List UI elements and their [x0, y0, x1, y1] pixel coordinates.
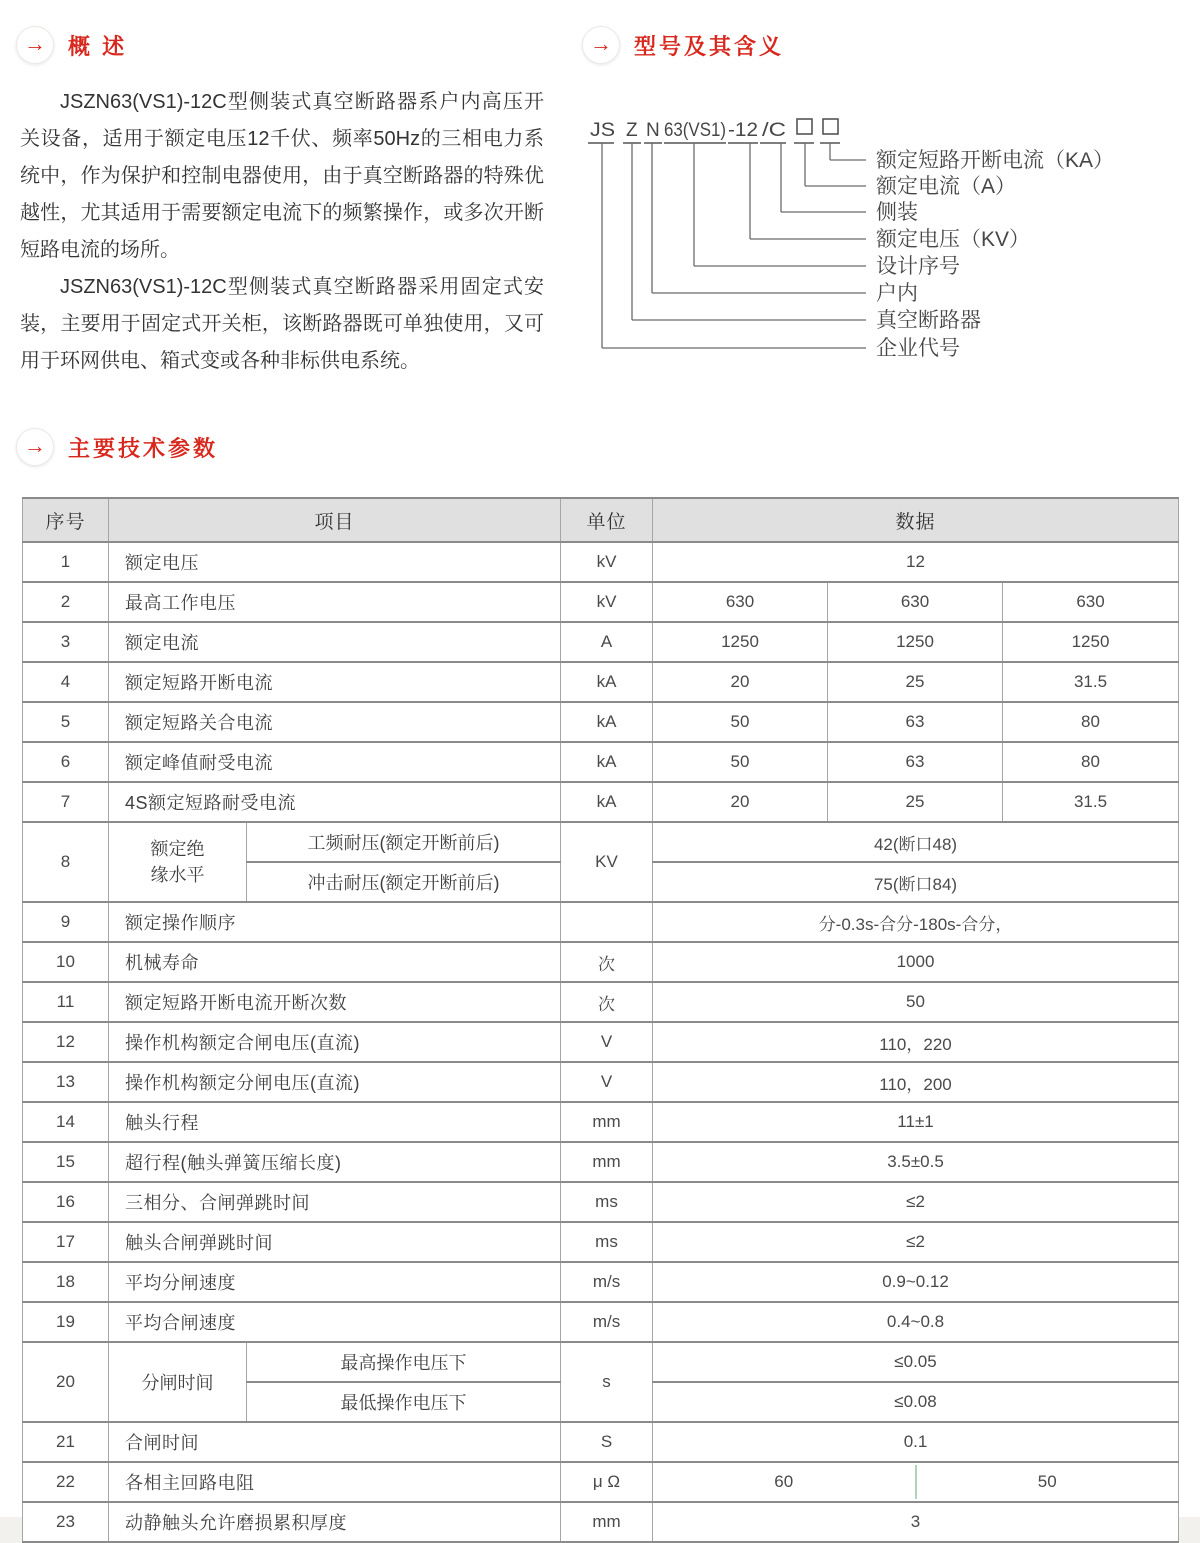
row-value: 630 — [653, 582, 828, 622]
model-label-rated-voltage: 额定电压（KV） — [876, 228, 1031, 251]
section-title-model: 型号及其含义 — [634, 33, 785, 59]
table-row — [23, 622, 1179, 662]
row-unit: kA — [561, 742, 653, 782]
section-header-params — [16, 428, 218, 466]
row-value: 630 — [1003, 582, 1179, 622]
arrow-icon: → — [590, 31, 612, 56]
row-unit: kA — [561, 662, 653, 702]
row-value: 20 — [653, 662, 828, 702]
table-row — [23, 1142, 1179, 1182]
table-row — [23, 702, 1179, 742]
row-no: 20 — [23, 1342, 109, 1422]
col-header-data: 数据 — [653, 498, 1179, 542]
row-item: 平均分闸速度 — [109, 1262, 561, 1302]
row-value: 50 — [653, 742, 828, 782]
model-label-design-serial: 设计序号 — [876, 255, 960, 278]
table-row — [23, 1342, 1179, 1382]
row-item: 三相分、合闸弹跳时间 — [109, 1182, 561, 1222]
row-no: 22 — [23, 1462, 109, 1502]
table-row — [23, 1502, 1179, 1542]
table-row — [23, 542, 1179, 582]
row-value: ≤0.05 — [653, 1342, 1179, 1382]
model-connector-lines — [602, 143, 866, 348]
arrow-badge — [16, 428, 54, 466]
row-unit: kV — [561, 542, 653, 582]
table-row — [23, 822, 1179, 862]
row-value: 50 — [653, 982, 1179, 1022]
row-item: 平均合闸速度 — [109, 1302, 561, 1342]
row-value-left: 60 — [774, 1472, 794, 1491]
row-no: 4 — [23, 662, 109, 702]
row-item: 动静触头允许磨损累积厚度 — [109, 1502, 561, 1542]
model-label-breaking-current: 额定短路开断电流（KA） — [876, 149, 1115, 172]
model-segment-side: /C — [762, 120, 786, 141]
row-item: 操作机构额定分闸电压(直流) — [109, 1062, 561, 1102]
row-no: 8 — [23, 822, 109, 902]
row-value: 63 — [828, 742, 1003, 782]
table-row — [23, 1182, 1179, 1222]
row-item: 触头合闸弹跳时间 — [109, 1222, 561, 1262]
table-row — [23, 1262, 1179, 1302]
row-value: 3 — [653, 1502, 1179, 1542]
section-title-params: 主要技术参数 — [68, 435, 219, 461]
row-item: 额定绝缘水平 — [109, 822, 247, 902]
row-unit: V — [561, 1062, 653, 1102]
row-no: 1 — [23, 542, 109, 582]
row-item: 合闸时间 — [109, 1422, 561, 1462]
arrow-icon: → — [24, 433, 46, 458]
row-unit: mm — [561, 1102, 653, 1142]
row-unit: μ Ω — [561, 1462, 653, 1502]
model-placeholder-box-breaking — [823, 119, 838, 134]
row-no: 9 — [23, 902, 109, 942]
row-unit: m/s — [561, 1262, 653, 1302]
row-item: 额定短路开断电流开断次数 — [109, 982, 561, 1022]
row-item: 各相主回路电阻 — [109, 1462, 561, 1502]
col-header-unit: 单位 — [561, 498, 653, 542]
row-no: 10 — [23, 942, 109, 982]
row-value: 0.9~0.12 — [653, 1262, 1179, 1302]
row-no: 12 — [23, 1022, 109, 1062]
table-header-row — [23, 498, 1179, 542]
table-row — [23, 1302, 1179, 1342]
model-segment-js: JS — [590, 120, 615, 141]
table-row — [23, 1102, 1179, 1142]
arrow-icon: → — [24, 31, 46, 56]
row-no: 13 — [23, 1062, 109, 1102]
row-subitem: 最低操作电压下 — [247, 1382, 561, 1422]
row-value: ≤2 — [653, 1222, 1179, 1262]
table-row — [23, 1022, 1179, 1062]
table-row — [23, 742, 1179, 782]
row-value: 31.5 — [1003, 782, 1179, 822]
row-value: 50 — [653, 702, 828, 742]
row-no: 18 — [23, 1262, 109, 1302]
row-no: 6 — [23, 742, 109, 782]
model-label-rated-current: 额定电流（A） — [876, 175, 1017, 198]
row-item: 最高工作电压 — [109, 582, 561, 622]
table-row — [23, 662, 1179, 702]
model-label-side-mount: 侧装 — [876, 201, 918, 224]
row-unit: kV — [561, 582, 653, 622]
row-unit: s — [561, 1342, 653, 1422]
overview-paragraph-1: JSZN63(VS1)-12C型侧装式真空断路器系户内高压开关设备，适用于额定电压12千伏、频率50Hz的三相电力系统中，作为保护和控制电器使用，由于真空断路器的特殊优越性，尤其适用于需要额定电流下的频繁操作，或多次开断短路电流的场所。 — [20, 91, 544, 261]
row-no: 21 — [23, 1422, 109, 1462]
row-value: ≤2 — [653, 1182, 1179, 1222]
row-no: 16 — [23, 1182, 109, 1222]
row-value: 110，220 — [653, 1022, 1179, 1062]
row-value: 1000 — [653, 942, 1179, 982]
row-no: 11 — [23, 982, 109, 1022]
row-item: 额定峰值耐受电流 — [109, 742, 561, 782]
model-segment-voltage: -12 — [728, 120, 758, 141]
row-value: 1250 — [828, 622, 1003, 662]
row-value-right: 50 — [1037, 1472, 1057, 1491]
row-value: 80 — [1003, 742, 1179, 782]
row-no: 3 — [23, 622, 109, 662]
table-row — [23, 782, 1179, 822]
row-item: 4S额定短路耐受电流 — [109, 782, 561, 822]
row-unit: 次 — [561, 982, 653, 1022]
row-unit: ms — [561, 1222, 653, 1262]
arrow-badge — [582, 26, 620, 64]
row-value: 1250 — [653, 622, 828, 662]
row-value: 63 — [828, 702, 1003, 742]
row-item: 触头行程 — [109, 1102, 561, 1142]
row-unit: KV — [561, 822, 653, 902]
row-value: 3.5±0.5 — [653, 1142, 1179, 1182]
table-row — [23, 982, 1179, 1022]
row-unit: ms — [561, 1182, 653, 1222]
col-header-index: 序号 — [23, 498, 109, 542]
row-unit: mm — [561, 1502, 653, 1542]
row-no: 19 — [23, 1302, 109, 1342]
row-value: 1250 — [1003, 622, 1179, 662]
row-unit: kA — [561, 702, 653, 742]
row-item: 分闸时间 — [109, 1342, 247, 1422]
row-item: 额定操作顺序 — [109, 902, 561, 942]
row-value: 42(断口48) — [653, 822, 1179, 862]
row-subitem: 最高操作电压下 — [247, 1342, 561, 1382]
row-value: 25 — [828, 662, 1003, 702]
table-row — [23, 582, 1179, 622]
parameters-table — [22, 497, 1179, 1543]
row-unit: V — [561, 1022, 653, 1062]
parameters-table-wrap — [22, 497, 1179, 1543]
table-row — [23, 1222, 1179, 1262]
row-value: 25 — [828, 782, 1003, 822]
table-row — [23, 902, 1179, 942]
section-title-overview: 概 述 — [68, 33, 128, 59]
row-no: 15 — [23, 1142, 109, 1182]
row-value: 20 — [653, 782, 828, 822]
row-value-split — [653, 1462, 1179, 1502]
row-value: ≤0.08 — [653, 1382, 1179, 1422]
row-unit — [561, 902, 653, 942]
row-no: 23 — [23, 1502, 109, 1542]
row-subitem: 工频耐压(额定开断前后) — [247, 822, 561, 862]
row-no: 17 — [23, 1222, 109, 1262]
row-value: 110，200 — [653, 1062, 1179, 1102]
row-value: 0.4~0.8 — [653, 1302, 1179, 1342]
section-header-model — [582, 26, 784, 64]
row-subitem: 冲击耐压(额定开断前后) — [247, 862, 561, 902]
model-label-vacuum-breaker: 真空断路器 — [876, 309, 981, 332]
row-value: 80 — [1003, 702, 1179, 742]
row-item: 超行程(触头弹簧压缩长度) — [109, 1142, 561, 1182]
row-no: 7 — [23, 782, 109, 822]
row-item: 机械寿命 — [109, 942, 561, 982]
arrow-badge — [16, 26, 54, 64]
table-row — [23, 1462, 1179, 1502]
row-item: 额定短路关合电流 — [109, 702, 561, 742]
row-value: 75(断口84) — [653, 862, 1179, 902]
overview-paragraph-2: JSZN63(VS1)-12C型侧装式真空断路器采用固定式安装，主要用于固定式开关柜，该断路器既可单独使用，又可用于环网供电、箱式变或各种非标供电系统。 — [20, 276, 544, 372]
row-unit: S — [561, 1422, 653, 1462]
row-no: 14 — [23, 1102, 109, 1142]
table-row — [23, 1062, 1179, 1102]
row-value: 0.1 — [653, 1422, 1179, 1462]
model-segment-n: N — [646, 120, 660, 141]
model-label-company-code: 企业代号 — [876, 337, 960, 360]
row-unit: kA — [561, 782, 653, 822]
model-designation-diagram — [580, 95, 1200, 385]
row-value: 12 — [653, 542, 1179, 582]
row-item: 额定短路开断电流 — [109, 662, 561, 702]
model-segment-z: Z — [626, 120, 638, 141]
row-item: 额定电压 — [109, 542, 561, 582]
row-no: 5 — [23, 702, 109, 742]
row-value: 分-0.3s-合分-180s-合分， — [653, 902, 1179, 942]
table-row — [23, 942, 1179, 982]
row-unit: mm — [561, 1142, 653, 1182]
col-header-item: 项目 — [109, 498, 561, 542]
row-unit: A — [561, 622, 653, 662]
overview-text — [20, 84, 544, 380]
row-no: 2 — [23, 582, 109, 622]
row-unit: 次 — [561, 942, 653, 982]
section-header-overview — [16, 26, 127, 64]
model-segment-design: 63(VS1) — [664, 120, 726, 141]
row-item: 额定电流 — [109, 622, 561, 662]
row-value: 11±1 — [653, 1102, 1179, 1142]
model-label-indoor: 户内 — [876, 282, 918, 305]
row-unit: m/s — [561, 1302, 653, 1342]
row-value: 31.5 — [1003, 662, 1179, 702]
table-row — [23, 1422, 1179, 1462]
row-value: 630 — [828, 582, 1003, 622]
row-item: 操作机构额定合闸电压(直流) — [109, 1022, 561, 1062]
model-placeholder-box-current — [797, 119, 812, 134]
